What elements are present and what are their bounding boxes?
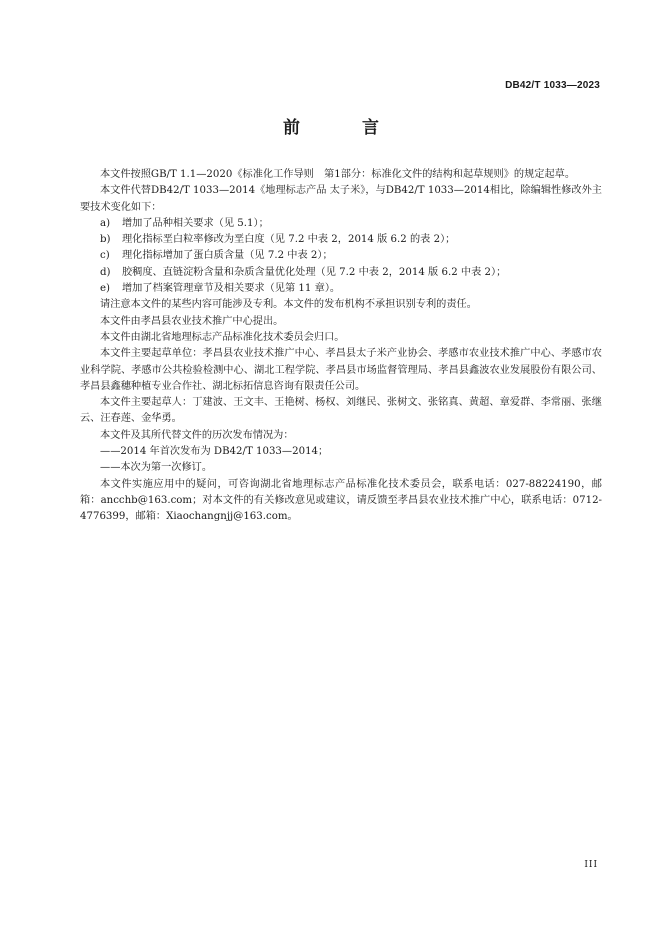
- paragraph-drafting-basis: 本文件按照GB/T 1.1—2020《标准化工作导则 第1部分：标准化文件的结构和起草规则》的规定起草。: [100, 169, 576, 180]
- list-item-text: 胶稠度、直链淀粉含量和杂质含量优化处理（见 7.2 中表 2，2014 版 6.2 中表 2）；: [122, 266, 507, 278]
- page-title: 前 言: [283, 118, 407, 138]
- list-marker: b): [100, 234, 111, 246]
- list-marker: d): [100, 266, 111, 278]
- foreword-body: [80, 167, 602, 526]
- history-item: ——2014 年首次发布为 DB42/T 1033—2014；: [100, 446, 329, 458]
- paragraph-patent-notice: 请注意本文件的某些内容可能涉及专利。本文件的发布机构不承担识别专利的责任。: [100, 299, 477, 311]
- paragraph-drafting-units: 本文件主要起草单位：孝昌县农业技术推广中心、孝昌县太子米产业协会、孝感市农业技术推广中心、孝感市农业科学院、孝感市公共检验检测中心、湖北工程学院、孝昌县市场监督管理局、孝昌县鑫波农业发展股份有限公司、孝昌县鑫穗种植专业合作社、湖北标拓信息咨询有限责任公司。: [80, 348, 602, 392]
- list-item-text: 增加了品种相关要求（见 5.1）；: [122, 217, 269, 229]
- list-item-text: 理化指标增加了蛋白质含量（见 7.2 中表 2）；: [122, 250, 333, 262]
- list-item-text: 增加了档案管理章节及相关要求（见第 11 章）。: [122, 283, 341, 295]
- paragraph-replacement: 本文件代替DB42/T 1033—2014《地理标志产品 太子米》，与DB42/T 1033—2014相比，除编辑性修改外主要技术变化如下：: [80, 185, 602, 213]
- paragraph-drafters: 本文件主要起草人：丁建波、王文丰、王艳树、杨权、刘继民、张树文、张铭真、黄超、章爱群、李常丽、张继云、汪春莲、金华勇。: [80, 397, 602, 425]
- list-marker: a): [100, 217, 111, 229]
- list-item-text: 理化指标垩白粒率修改为垩白度（见 7.2 中表 2，2014 版 6.2 的表 2）；: [122, 234, 456, 246]
- paragraph-centralized-unit: 本文件由湖北省地理标志产品标准化技术委员会归口。: [100, 331, 345, 343]
- list-item: [80, 232, 602, 248]
- history-item: ——本次为第一次修订。: [100, 462, 213, 474]
- page-number: III: [584, 860, 598, 870]
- list-marker: c): [100, 250, 110, 262]
- list-item: [80, 248, 602, 264]
- list-item: [80, 216, 602, 232]
- list-item: [80, 265, 602, 281]
- paragraph-proposer: 本文件由孝昌县农业技术推广中心提出。: [100, 315, 284, 327]
- list-item: [80, 281, 602, 297]
- paragraph-contact: 本文件实施应用中的疑问，可咨询湖北省地理标志产品标准化技术委员会，联系电话：027-88224190，邮箱：ancchb@163.com；对本文件的有关修改意见或建议，请反馈至孝昌县农业技术推广中心，联系电话：0712-4776399，邮箱：Xiaochangnjj@163.com。: [80, 478, 602, 523]
- document-code: DB42/T 1033—2023: [505, 80, 600, 91]
- list-marker: e): [100, 283, 111, 295]
- paragraph-history-intro: 本文件及其所代替文件的历次发布情况为：: [100, 429, 294, 441]
